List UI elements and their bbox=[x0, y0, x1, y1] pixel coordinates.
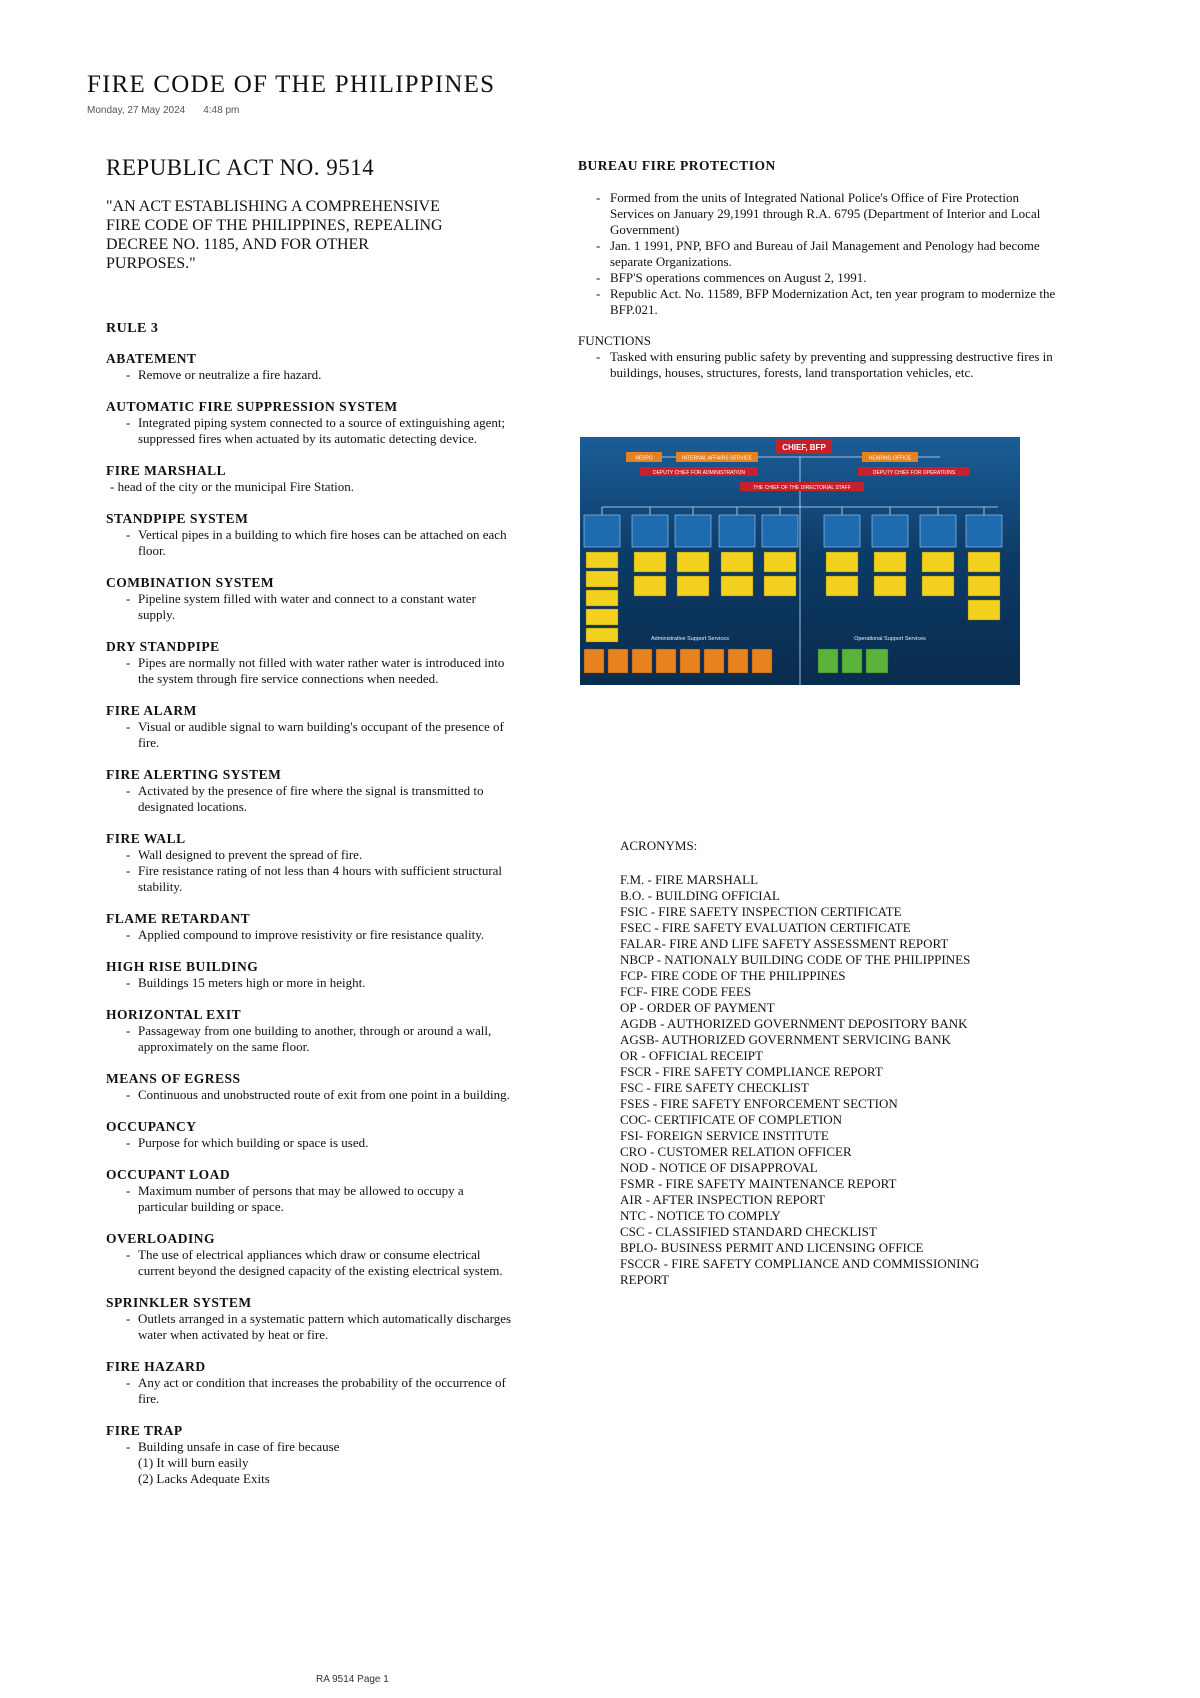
term-definition-list bbox=[106, 1439, 516, 1487]
page-time: 4:48 pm bbox=[203, 105, 240, 116]
term-definition-list bbox=[106, 1311, 516, 1343]
term-name: COMBINATION SYSTEM bbox=[106, 575, 275, 590]
term-name: FIRE MARSHALL bbox=[106, 463, 227, 478]
page-date: Monday, 27 May 2024 bbox=[87, 105, 186, 116]
org-chief-staff: THE CHIEF OF THE DIRECTORIAL STAFF bbox=[753, 485, 851, 491]
term-entry bbox=[106, 911, 516, 943]
term-entry bbox=[106, 1423, 516, 1487]
acronym-item: B.O. - BUILDING OFFICIAL bbox=[620, 888, 780, 903]
term-definition-list bbox=[106, 847, 516, 895]
acronym-item: AGDB - AUTHORIZED GOVERNMENT DEPOSITORY BANK bbox=[620, 1016, 968, 1031]
acronym-item: F.M. - FIRE MARSHALL bbox=[620, 872, 759, 887]
term-definition-list bbox=[106, 591, 516, 623]
term-definition: - Maximum number of persons that may be allowed to occupy a particular building or space. bbox=[126, 1183, 516, 1215]
acronym-item: FSCCR - FIRE SAFETY COMPLIANCE AND COMMISSIONING REPORT bbox=[620, 1256, 980, 1287]
term-entry bbox=[106, 575, 516, 623]
term-definition-list bbox=[106, 1183, 516, 1215]
bfp-item: - BFP'S operations commences on August 2, 1991. bbox=[596, 270, 1058, 286]
term-entry bbox=[106, 351, 516, 383]
term-name: MEANS OF EGRESS bbox=[106, 1071, 241, 1086]
term-definition-list bbox=[106, 1087, 516, 1103]
acronym-item: AGSB- AUTHORIZED GOVERNMENT SERVICING BANK bbox=[620, 1032, 951, 1047]
term-definition: - Applied compound to improve resistivity or fire resistance quality. bbox=[126, 927, 516, 943]
term-entry bbox=[106, 399, 516, 447]
term-definition: - Visual or audible signal to warn building's occupant of the presence of fire. bbox=[126, 719, 516, 751]
function-item: - Tasked with ensuring public safety by preventing and suppressing destructive fires in buildings, houses, structures, forests, land transportation vehicles, etc. bbox=[596, 349, 1058, 381]
term-definition: - Buildings 15 meters high or more in height. bbox=[126, 975, 516, 991]
term-name: FIRE HAZARD bbox=[106, 1359, 206, 1374]
term-entry bbox=[106, 1007, 516, 1055]
term-definition: - Fire resistance rating of not less than 4 hours with sufficient structural stability. bbox=[126, 863, 516, 895]
bfp-item: - Jan. 1 1991, PNP, BFO and Bureau of Jail Management and Penology had become separate Organizations. bbox=[596, 238, 1058, 270]
term-definition-list bbox=[106, 415, 516, 447]
term-definition: - Continuous and unobstructed route of exit from one point in a building. bbox=[126, 1087, 516, 1103]
term-entry bbox=[106, 767, 516, 815]
bfp-item: - Republic Act. No. 11589, BFP Modernization Act, ten year program to modernize the BFP.021. bbox=[596, 286, 1058, 318]
term-definition: - Purpose for which building or space is used. bbox=[126, 1135, 516, 1151]
term-name: FIRE ALARM bbox=[106, 703, 197, 718]
term-entry bbox=[106, 1231, 516, 1279]
term-definition-list bbox=[106, 1247, 516, 1279]
term-list bbox=[106, 351, 516, 1487]
org-dc-admin: DEPUTY CHIEF FOR ADMINISTRATION bbox=[652, 470, 746, 476]
term-sub-item: (1) It will burn easily bbox=[138, 1455, 249, 1470]
term-entry bbox=[106, 703, 516, 751]
acronym-item: FSEC - FIRE SAFETY EVALUATION CERTIFICATE bbox=[620, 920, 911, 935]
acronym-item: COC- CERTIFICATE OF COMPLETION bbox=[620, 1112, 843, 1127]
right-column bbox=[578, 158, 1058, 396]
bfp-title: BUREAU FIRE PROTECTION bbox=[578, 158, 776, 173]
org-ias: INTERNAL AFFAIRS SERVICE bbox=[682, 455, 752, 462]
term-name: FIRE ALERTING SYSTEM bbox=[106, 767, 282, 782]
acronym-item: NBCP - NATIONALY BUILDING CODE OF THE PHILIPPINES bbox=[620, 952, 971, 967]
term-name: FLAME RETARDANT bbox=[106, 911, 251, 926]
term-definition: - Vertical pipes in a building to which fire hoses can be attached on each floor. bbox=[126, 527, 516, 559]
term-definition: - Passageway from one building to another, through or around a wall, approximately on the same floor. bbox=[126, 1023, 516, 1055]
term-name: HIGH RISE BUILDING bbox=[106, 959, 259, 974]
acronym-item: FSMR - FIRE SAFETY MAINTENANCE REPORT bbox=[620, 1176, 897, 1191]
term-definition: - Pipeline system filled with water and connect to a constant water supply. bbox=[126, 591, 516, 623]
term-definition: - head of the city or the municipal Fire Station. bbox=[110, 479, 355, 494]
acronym-item: OR - OFFICIAL RECEIPT bbox=[620, 1048, 763, 1063]
acronym-item: FALAR- FIRE AND LIFE SAFETY ASSESSMENT REPORT bbox=[620, 936, 949, 951]
term-definition: - Remove or neutralize a fire hazard. bbox=[126, 367, 516, 383]
acronym-item: FSIC - FIRE SAFETY INSPECTION CERTIFICATE bbox=[620, 904, 902, 919]
term-definition: - Building unsafe in case of fire because bbox=[126, 1439, 516, 1455]
term-definition: - The use of electrical appliances which draw or consume electrical current beyond the designed capacity of the existing electrical system. bbox=[126, 1247, 516, 1279]
term-definition-list bbox=[106, 1023, 516, 1055]
term-entry bbox=[106, 1071, 516, 1103]
acronyms-label: ACRONYMS: bbox=[620, 838, 698, 853]
acronym-item: BPLO- BUSINESS PERMIT AND LICENSING OFFICE bbox=[620, 1240, 924, 1255]
left-column bbox=[106, 155, 516, 1503]
org-chief: CHIEF, BFP bbox=[782, 443, 826, 452]
term-entry bbox=[106, 831, 516, 895]
term-definition-list bbox=[106, 719, 516, 751]
term-entry bbox=[106, 463, 516, 495]
term-definition-list bbox=[106, 367, 516, 383]
act-title: REPUBLIC ACT NO. 9514 bbox=[106, 155, 375, 180]
term-definition: - Wall designed to prevent the spread of fire. bbox=[126, 847, 516, 863]
page-timestamp bbox=[87, 105, 239, 116]
term-definition-list bbox=[106, 1375, 516, 1407]
org-dc-ops: DEPUTY CHIEF FOR OPERATIONS bbox=[872, 470, 956, 476]
acronym-item: FSI- FOREIGN SERVICE INSTITUTE bbox=[620, 1128, 829, 1143]
term-definition-list bbox=[106, 783, 516, 815]
term-name: OCCUPANCY bbox=[106, 1119, 197, 1134]
term-name: HORIZONTAL EXIT bbox=[106, 1007, 242, 1022]
term-entry bbox=[106, 1167, 516, 1215]
acronym-item: FSES - FIRE SAFETY ENFORCEMENT SECTION bbox=[620, 1096, 898, 1111]
term-definition-list bbox=[106, 527, 516, 559]
term-definition: - Pipes are normally not filled with water rather water is introduced into the system through fire service connections when needed. bbox=[126, 655, 516, 687]
acronyms-section bbox=[620, 838, 1020, 1288]
term-entry bbox=[106, 511, 516, 559]
org-admin-support: Administrative Support Services bbox=[651, 636, 729, 642]
functions-list bbox=[578, 349, 1058, 381]
term-entry bbox=[106, 1119, 516, 1151]
term-entry bbox=[106, 1295, 516, 1343]
term-definition: - Integrated piping system connected to a source of extinguishing agent; suppressed fires when actuated by its automatic detecting device. bbox=[126, 415, 516, 447]
term-name: OVERLOADING bbox=[106, 1231, 216, 1246]
page-title: FIRE CODE OF THE PHILIPPINES bbox=[87, 71, 496, 98]
act-description: "AN ACT ESTABLISHING A COMPREHENSIVE FIRE CODE OF THE PHILIPPINES, REPEALING DECREE NO. 1185, AND FOR OTHER PURPOSES." bbox=[106, 198, 443, 272]
bfp-item: - Formed from the units of Integrated National Police's Office of Fire Protection Services on January 29,1991 through R.A. 6795 (Department of Interior and Local Government) bbox=[596, 190, 1058, 238]
functions-label: FUNCTIONS bbox=[578, 333, 651, 348]
acronym-item: FSC - FIRE SAFETY CHECKLIST bbox=[620, 1080, 809, 1095]
term-sub-item: (2) Lacks Adequate Exits bbox=[138, 1471, 270, 1486]
acronym-item: FCF- FIRE CODE FEES bbox=[620, 984, 752, 999]
acronym-item: FSCR - FIRE SAFETY COMPLIANCE REPORT bbox=[620, 1064, 883, 1079]
term-name: DRY STANDPIPE bbox=[106, 639, 220, 654]
term-definition: - Outlets arranged in a systematic pattern which automatically discharges water when activated by heat or fire. bbox=[126, 1311, 516, 1343]
org-hearing: HEARING OFFICE bbox=[868, 455, 912, 462]
term-definition-list bbox=[106, 975, 516, 991]
term-entry bbox=[106, 639, 516, 687]
page-footer: RA 9514 Page 1 bbox=[316, 1674, 389, 1685]
acronym-item: CSC - CLASSIFIED STANDARD CHECKLIST bbox=[620, 1224, 877, 1239]
term-entry bbox=[106, 959, 516, 991]
acronym-item: CRO - CUSTOMER RELATION OFFICER bbox=[620, 1144, 852, 1159]
acronym-item: FCP- FIRE CODE OF THE PHILIPPINES bbox=[620, 968, 846, 983]
rule-label: RULE 3 bbox=[106, 321, 159, 336]
term-definition: - Activated by the presence of fire where the signal is transmitted to designated locations. bbox=[126, 783, 516, 815]
term-definition: - Any act or condition that increases the probability of the occurrence of fire. bbox=[126, 1375, 516, 1407]
acronym-item: NOD - NOTICE OF DISAPPROVAL bbox=[620, 1160, 818, 1175]
term-name: FIRE WALL bbox=[106, 831, 186, 846]
acronyms-list bbox=[620, 872, 1020, 1288]
term-name: AUTOMATIC FIRE SUPPRESSION SYSTEM bbox=[106, 399, 398, 414]
org-nespo: NESPO bbox=[635, 455, 653, 462]
term-name: STANDPIPE SYSTEM bbox=[106, 511, 249, 526]
bfp-org-chart-image bbox=[580, 437, 1020, 685]
bfp-list bbox=[578, 190, 1058, 318]
org-ops-support: Operational Support Services bbox=[854, 636, 926, 642]
term-name: FIRE TRAP bbox=[106, 1423, 183, 1438]
acronym-item: OP - ORDER OF PAYMENT bbox=[620, 1000, 775, 1015]
term-name: SPRINKLER SYSTEM bbox=[106, 1295, 252, 1310]
term-definition-list bbox=[106, 655, 516, 687]
term-definition-list bbox=[106, 1135, 516, 1151]
acronym-item: AIR - AFTER INSPECTION REPORT bbox=[620, 1192, 826, 1207]
acronym-item: NTC - NOTICE TO COMPLY bbox=[620, 1208, 781, 1223]
term-name: ABATEMENT bbox=[106, 351, 197, 366]
term-entry bbox=[106, 1359, 516, 1407]
term-name: OCCUPANT LOAD bbox=[106, 1167, 231, 1182]
term-definition-list bbox=[106, 927, 516, 943]
